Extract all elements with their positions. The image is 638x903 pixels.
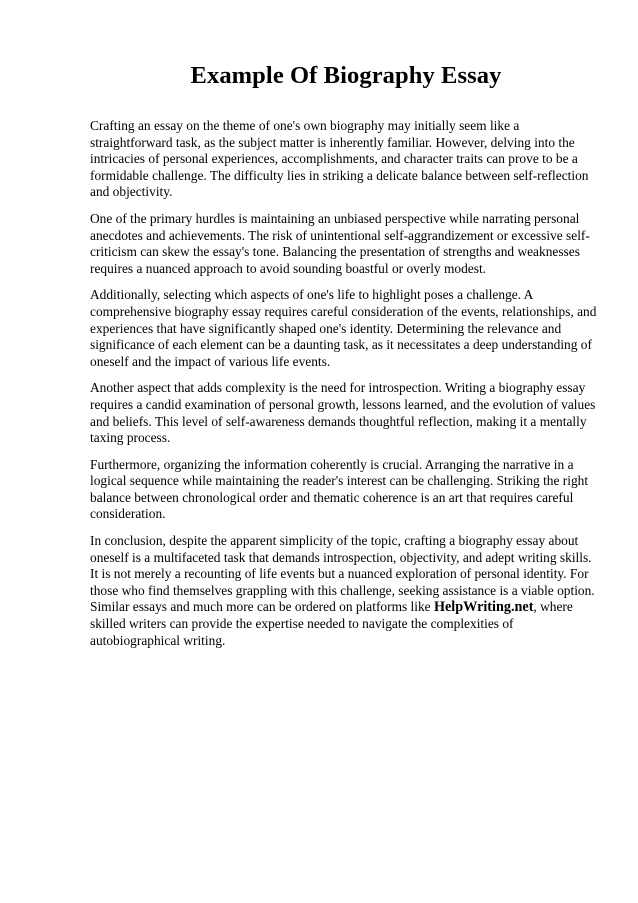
paragraph-intro: Crafting an essay on the theme of one's own biography may initially seem like a straightforward task, as the subject matter is inherently familiar. However, delving into the intricacies of personal experiences, accomplishments, and character traits can prove to be a formidable challenge. The difficulty lies in striking a delicate balance between self-reflection and objectivity.: [90, 118, 589, 200]
paragraph-hurdles: One of the primary hurdles is maintaining an unbiased perspective while narrating personal anecdotes and achievements. The risk of unintentional self-aggrandizement or excessive self-criticism can skew the essay's tone. Balancing the presentation of strengths and weaknesses requires a nuanced approach to avoid sounding boastful or overly modest.: [90, 210, 590, 276]
paragraph-conclusion: [90, 533, 602, 649]
brand-link[interactable]: HelpWriting.net: [433, 599, 534, 616]
paragraph-introspection: Another aspect that adds complexity is the need for introspection. Writing a biography essay requires a candid examination of personal growth, lessons learned, and the evolution of values and beliefs. This level of self-awareness demands thoughtful reflection, making it a mentally taxing process.: [90, 380, 596, 446]
document-title: Example Of Biography Essay: [190, 62, 502, 89]
conclusion-text-before: In conclusion, despite the apparent simplicity of the topic, crafting a biography essay about oneself is a multifaceted task that demands introspection, objectivity, and adept writing skills. It is not merely a recounting of life events but a nuanced exploration of personal identity. For those who find themselves grappling with this challenge, seeking assistance is a viable option. Similar essays and much more can be ordered on platforms like: [90, 533, 595, 615]
conclusion-text-after: , where skilled writers can provide the expertise needed to navigate the complexities of autobiographical writing.: [90, 599, 573, 648]
paragraph-selection: Additionally, selecting which aspects of one's life to highlight poses a challenge. A comprehensive biography essay requires careful consideration of the events, relationships, and experiences that have significantly shaped one's identity. Determining the relevance and significance of each element can be a daunting task, as it necessitates a deep understanding of oneself and the impact of various life events.: [90, 287, 597, 369]
document-page: [90, 60, 602, 659]
paragraph-organization: Furthermore, organizing the information coherently is crucial. Arranging the narrative in a logical sequence while maintaining the reader's interest can be challenging. Striking the right balance between chronological order and thematic coherence is an art that requires careful consideration.: [90, 456, 589, 522]
